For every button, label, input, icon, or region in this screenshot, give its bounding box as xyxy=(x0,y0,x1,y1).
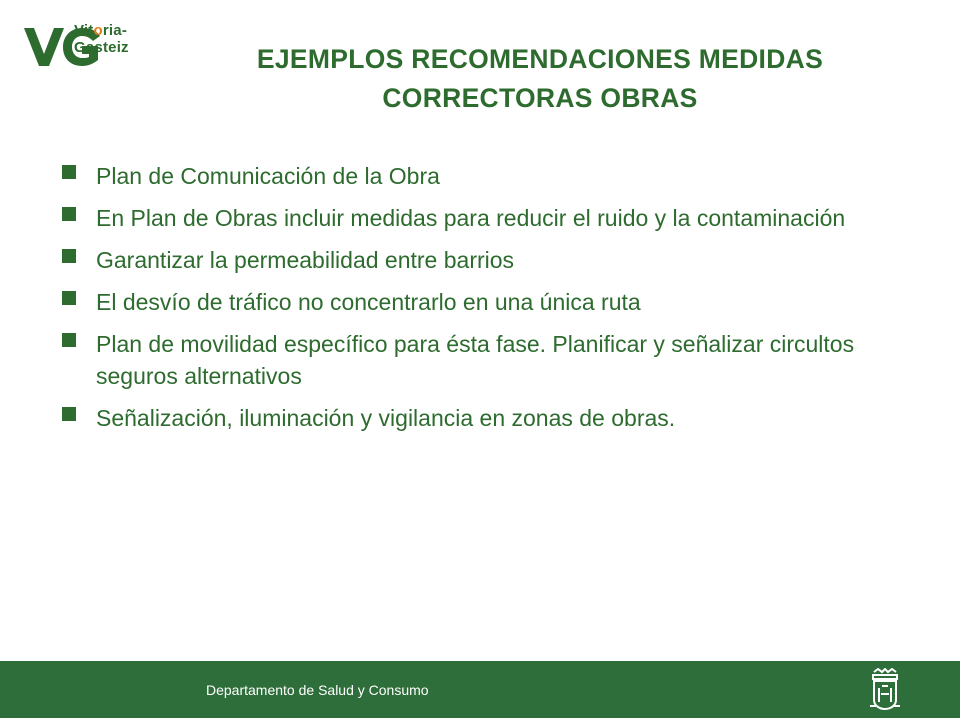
bullet-square-icon xyxy=(62,249,76,263)
department-label: Departamento de Salud y Consumo xyxy=(206,682,429,698)
city-seal-icon xyxy=(868,668,902,712)
bullet-square-icon xyxy=(62,207,76,221)
title-line-2: CORRECTORAS OBRAS xyxy=(382,83,698,113)
list-item: El desvío de tráfico no concentrarlo en una única ruta xyxy=(62,286,882,318)
list-item: Señalización, iluminación y vigilancia en zonas de obras. xyxy=(62,402,882,434)
logo-text: Vitoria-Gasteiz xyxy=(74,22,129,56)
list-item: Garantizar la permeabilidad entre barrios xyxy=(62,244,882,276)
bullet-square-icon xyxy=(62,333,76,347)
list-item: Plan de movilidad específico para ésta fase. Planificar y señalizar circultos seguros alternativos xyxy=(62,328,882,392)
title-line-1: EJEMPLOS RECOMENDACIONES MEDIDAS xyxy=(256,44,824,74)
bullet-square-icon xyxy=(62,291,76,305)
vitoria-gasteiz-logo xyxy=(22,18,162,70)
bullet-list xyxy=(62,160,882,444)
list-item: Plan de Comunicación de la Obra xyxy=(62,160,882,192)
footer-bar xyxy=(0,661,960,718)
slide-title xyxy=(190,40,890,118)
bullet-square-icon xyxy=(62,407,76,421)
list-item: En Plan de Obras incluir medidas para reducir el ruido y la contaminación xyxy=(62,202,882,234)
bullet-square-icon xyxy=(62,165,76,179)
